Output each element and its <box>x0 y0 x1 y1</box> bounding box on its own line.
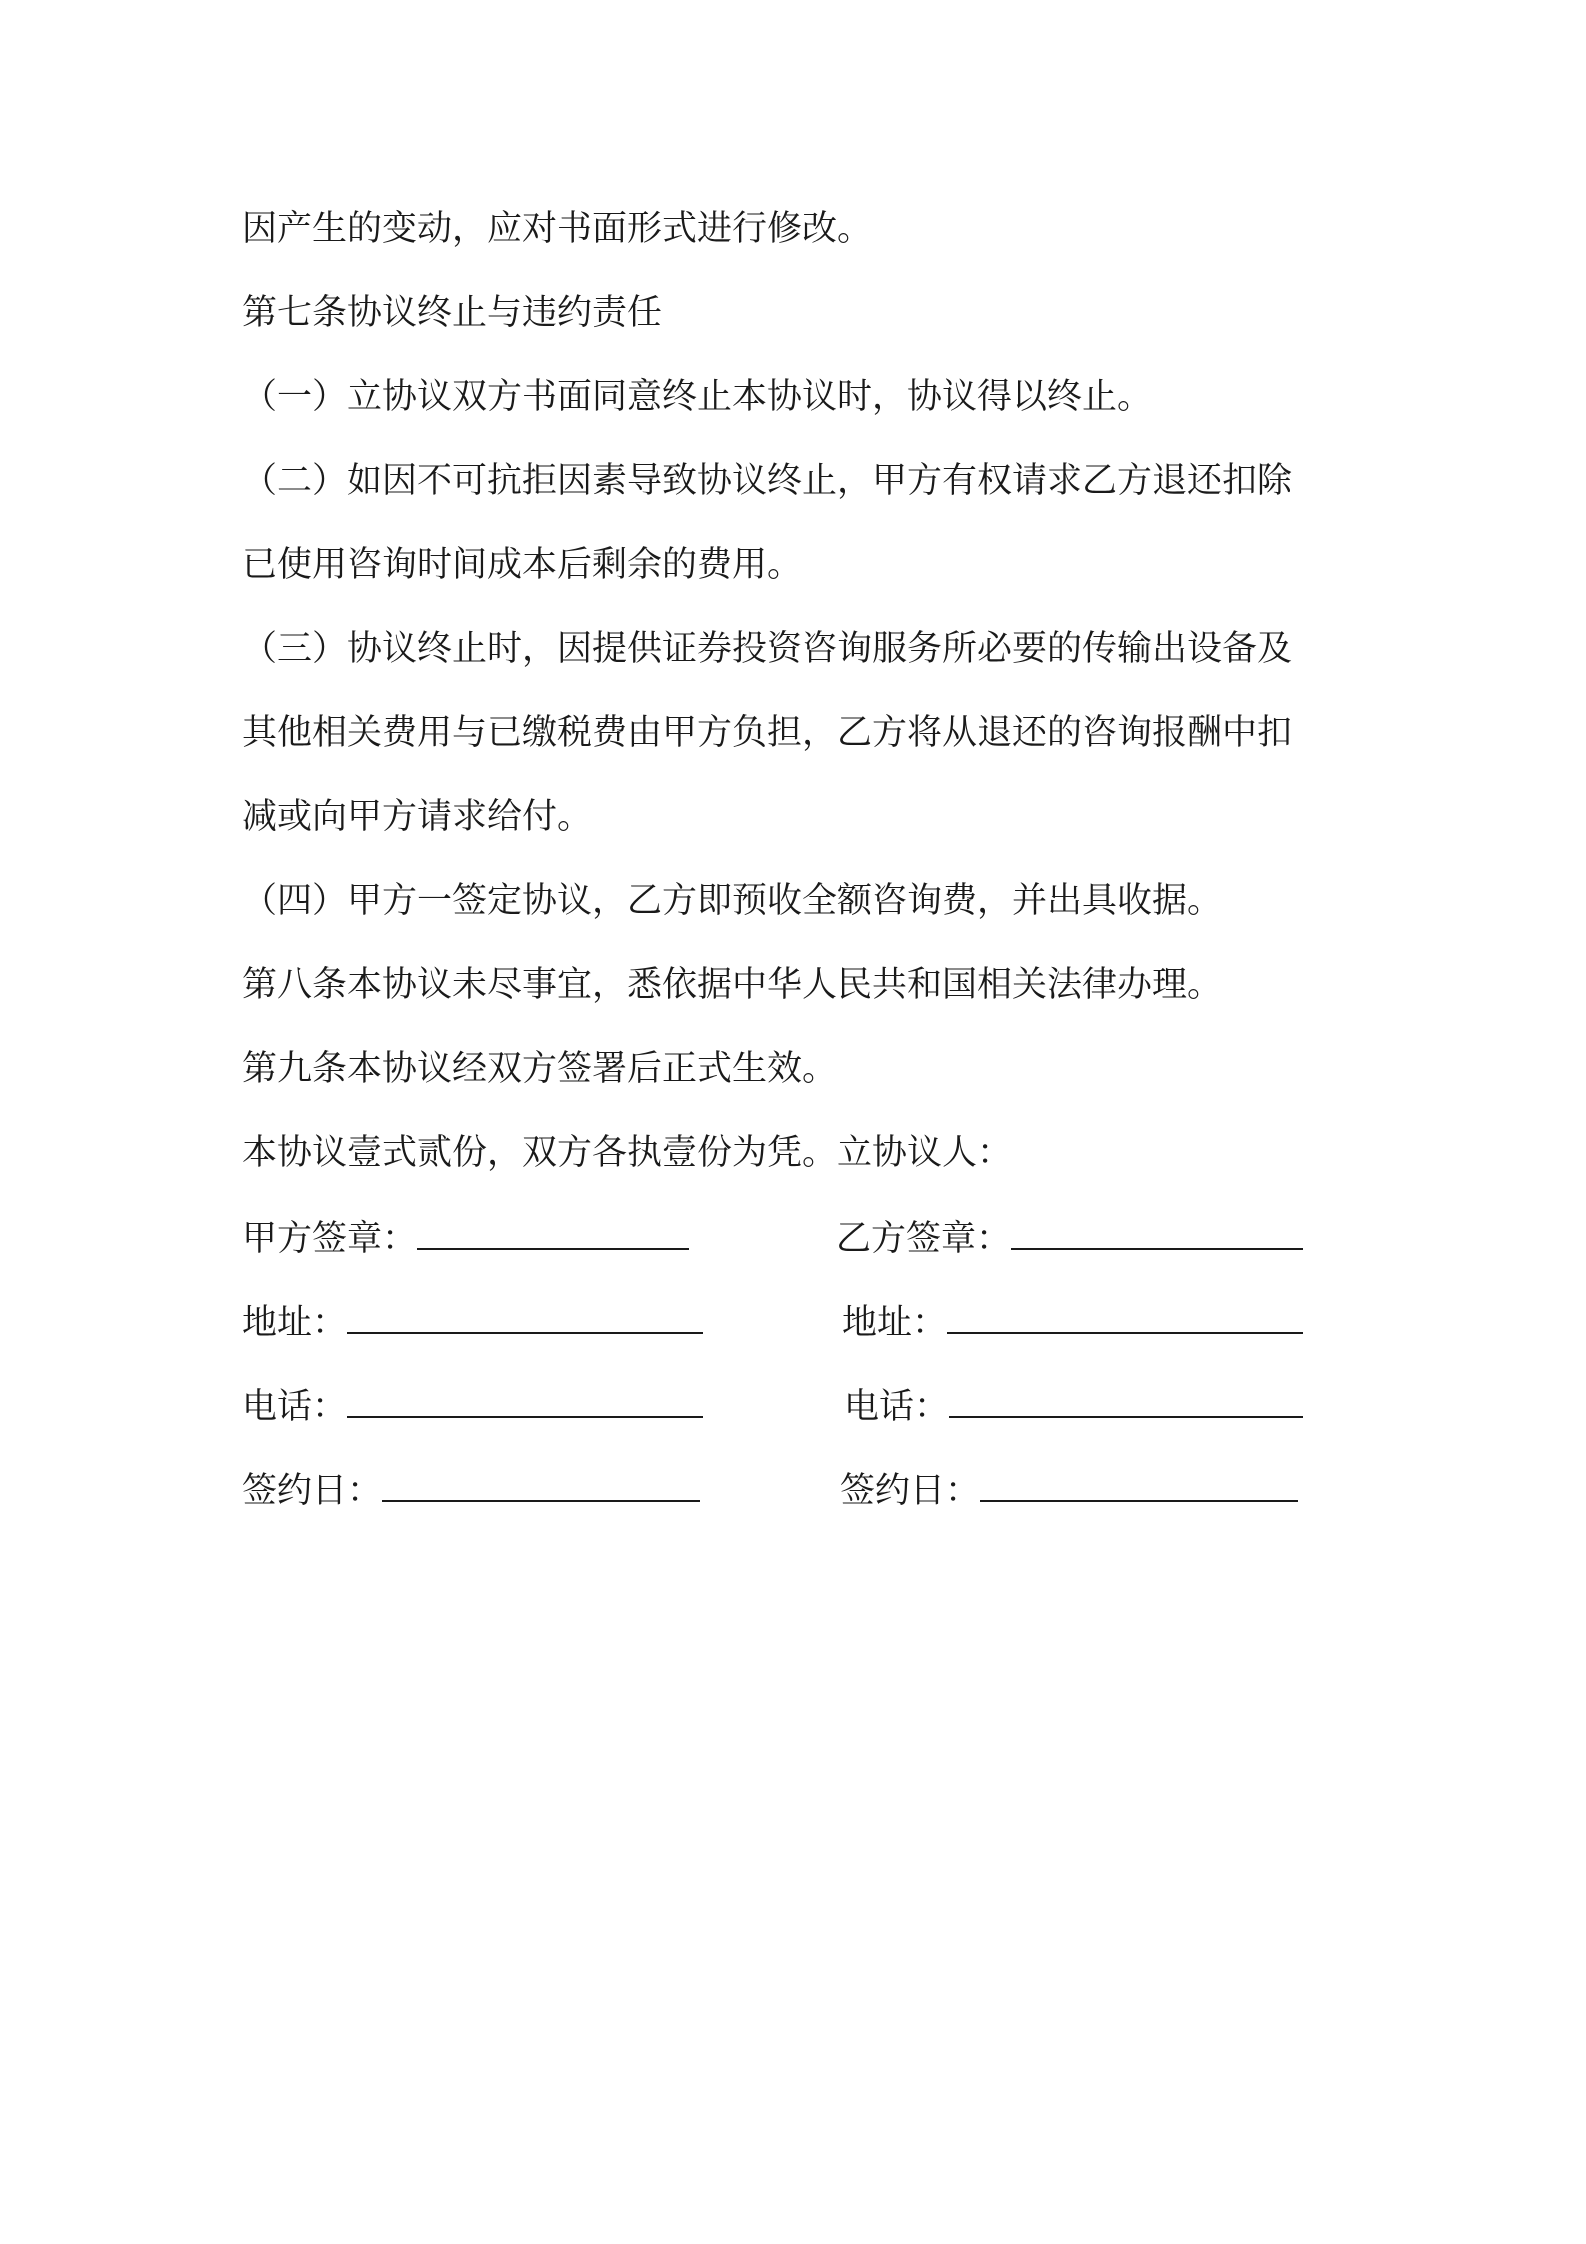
party-b-seal-blank[interactable] <box>1011 1214 1303 1250</box>
signature-row-date <box>242 1466 1382 1512</box>
party-a-address-label: 地址： <box>242 1303 348 1343</box>
clause-7-3-line-2: 其他相关费用与已缴税费由甲方负担，乙方将从退还的咨询报酬中扣 <box>242 713 1293 753</box>
party-b-seal-field <box>836 1214 1303 1262</box>
article-8: 第八条本协议未尽事宜，悉依据中华人民共和国相关法律办理。 <box>242 965 1223 1005</box>
clause-7-3-line-1: （三）协议终止时，因提供证券投资咨询服务所必要的传输出设备及 <box>242 629 1293 669</box>
signature-row-seal <box>242 1214 1382 1260</box>
party-b-date-field <box>840 1466 1298 1514</box>
party-a-phone-blank[interactable] <box>347 1382 703 1418</box>
clause-7-2-line-1: （二）如因不可抗拒因素导致协议终止，甲方有权请求乙方退还扣除 <box>242 461 1293 501</box>
party-b-phone-field <box>844 1382 1303 1430</box>
clause-7-2-line-2: 已使用咨询时间成本后剩余的费用。 <box>242 545 803 585</box>
party-b-address-blank[interactable] <box>947 1298 1303 1334</box>
party-a-date-label: 签约日： <box>242 1471 383 1511</box>
signature-row-address <box>242 1298 1382 1344</box>
party-a-seal-label: 甲方签章： <box>242 1219 418 1259</box>
party-a-seal-field <box>242 1214 689 1262</box>
party-b-date-label: 签约日： <box>840 1471 981 1511</box>
party-b-address-label: 地址： <box>842 1303 948 1343</box>
article-9: 第九条本协议经双方签署后正式生效。 <box>242 1049 838 1089</box>
party-a-address-field <box>242 1298 703 1346</box>
party-b-seal-label: 乙方签章： <box>836 1219 1012 1259</box>
party-b-address-field <box>842 1298 1303 1346</box>
party-a-date-field <box>242 1466 700 1514</box>
clause-7-1: （一）立协议双方书面同意终止本协议时，协议得以终止。 <box>242 377 1153 417</box>
paragraph-1: 因产生的变动，应对书面形式进行修改。 <box>242 209 873 249</box>
party-b-phone-label: 电话： <box>844 1387 950 1427</box>
clause-7-3-line-3: 减或向甲方请求给付。 <box>242 797 593 837</box>
party-a-seal-blank[interactable] <box>417 1214 689 1250</box>
party-a-phone-field <box>242 1382 703 1430</box>
party-a-date-blank[interactable] <box>382 1466 700 1502</box>
party-a-address-blank[interactable] <box>347 1298 703 1334</box>
clause-7-4: （四）甲方一签定协议，乙方即预收全额咨询费，并出具收据。 <box>242 881 1223 921</box>
party-b-date-blank[interactable] <box>980 1466 1298 1502</box>
party-a-phone-label: 电话： <box>242 1387 348 1427</box>
copies-statement: 本协议壹式贰份，双方各执壹份为凭。立协议人： <box>242 1133 1013 1173</box>
article-7-heading: 第七条协议终止与违约责任 <box>242 293 663 333</box>
signature-row-phone <box>242 1382 1382 1428</box>
party-b-phone-blank[interactable] <box>949 1382 1303 1418</box>
